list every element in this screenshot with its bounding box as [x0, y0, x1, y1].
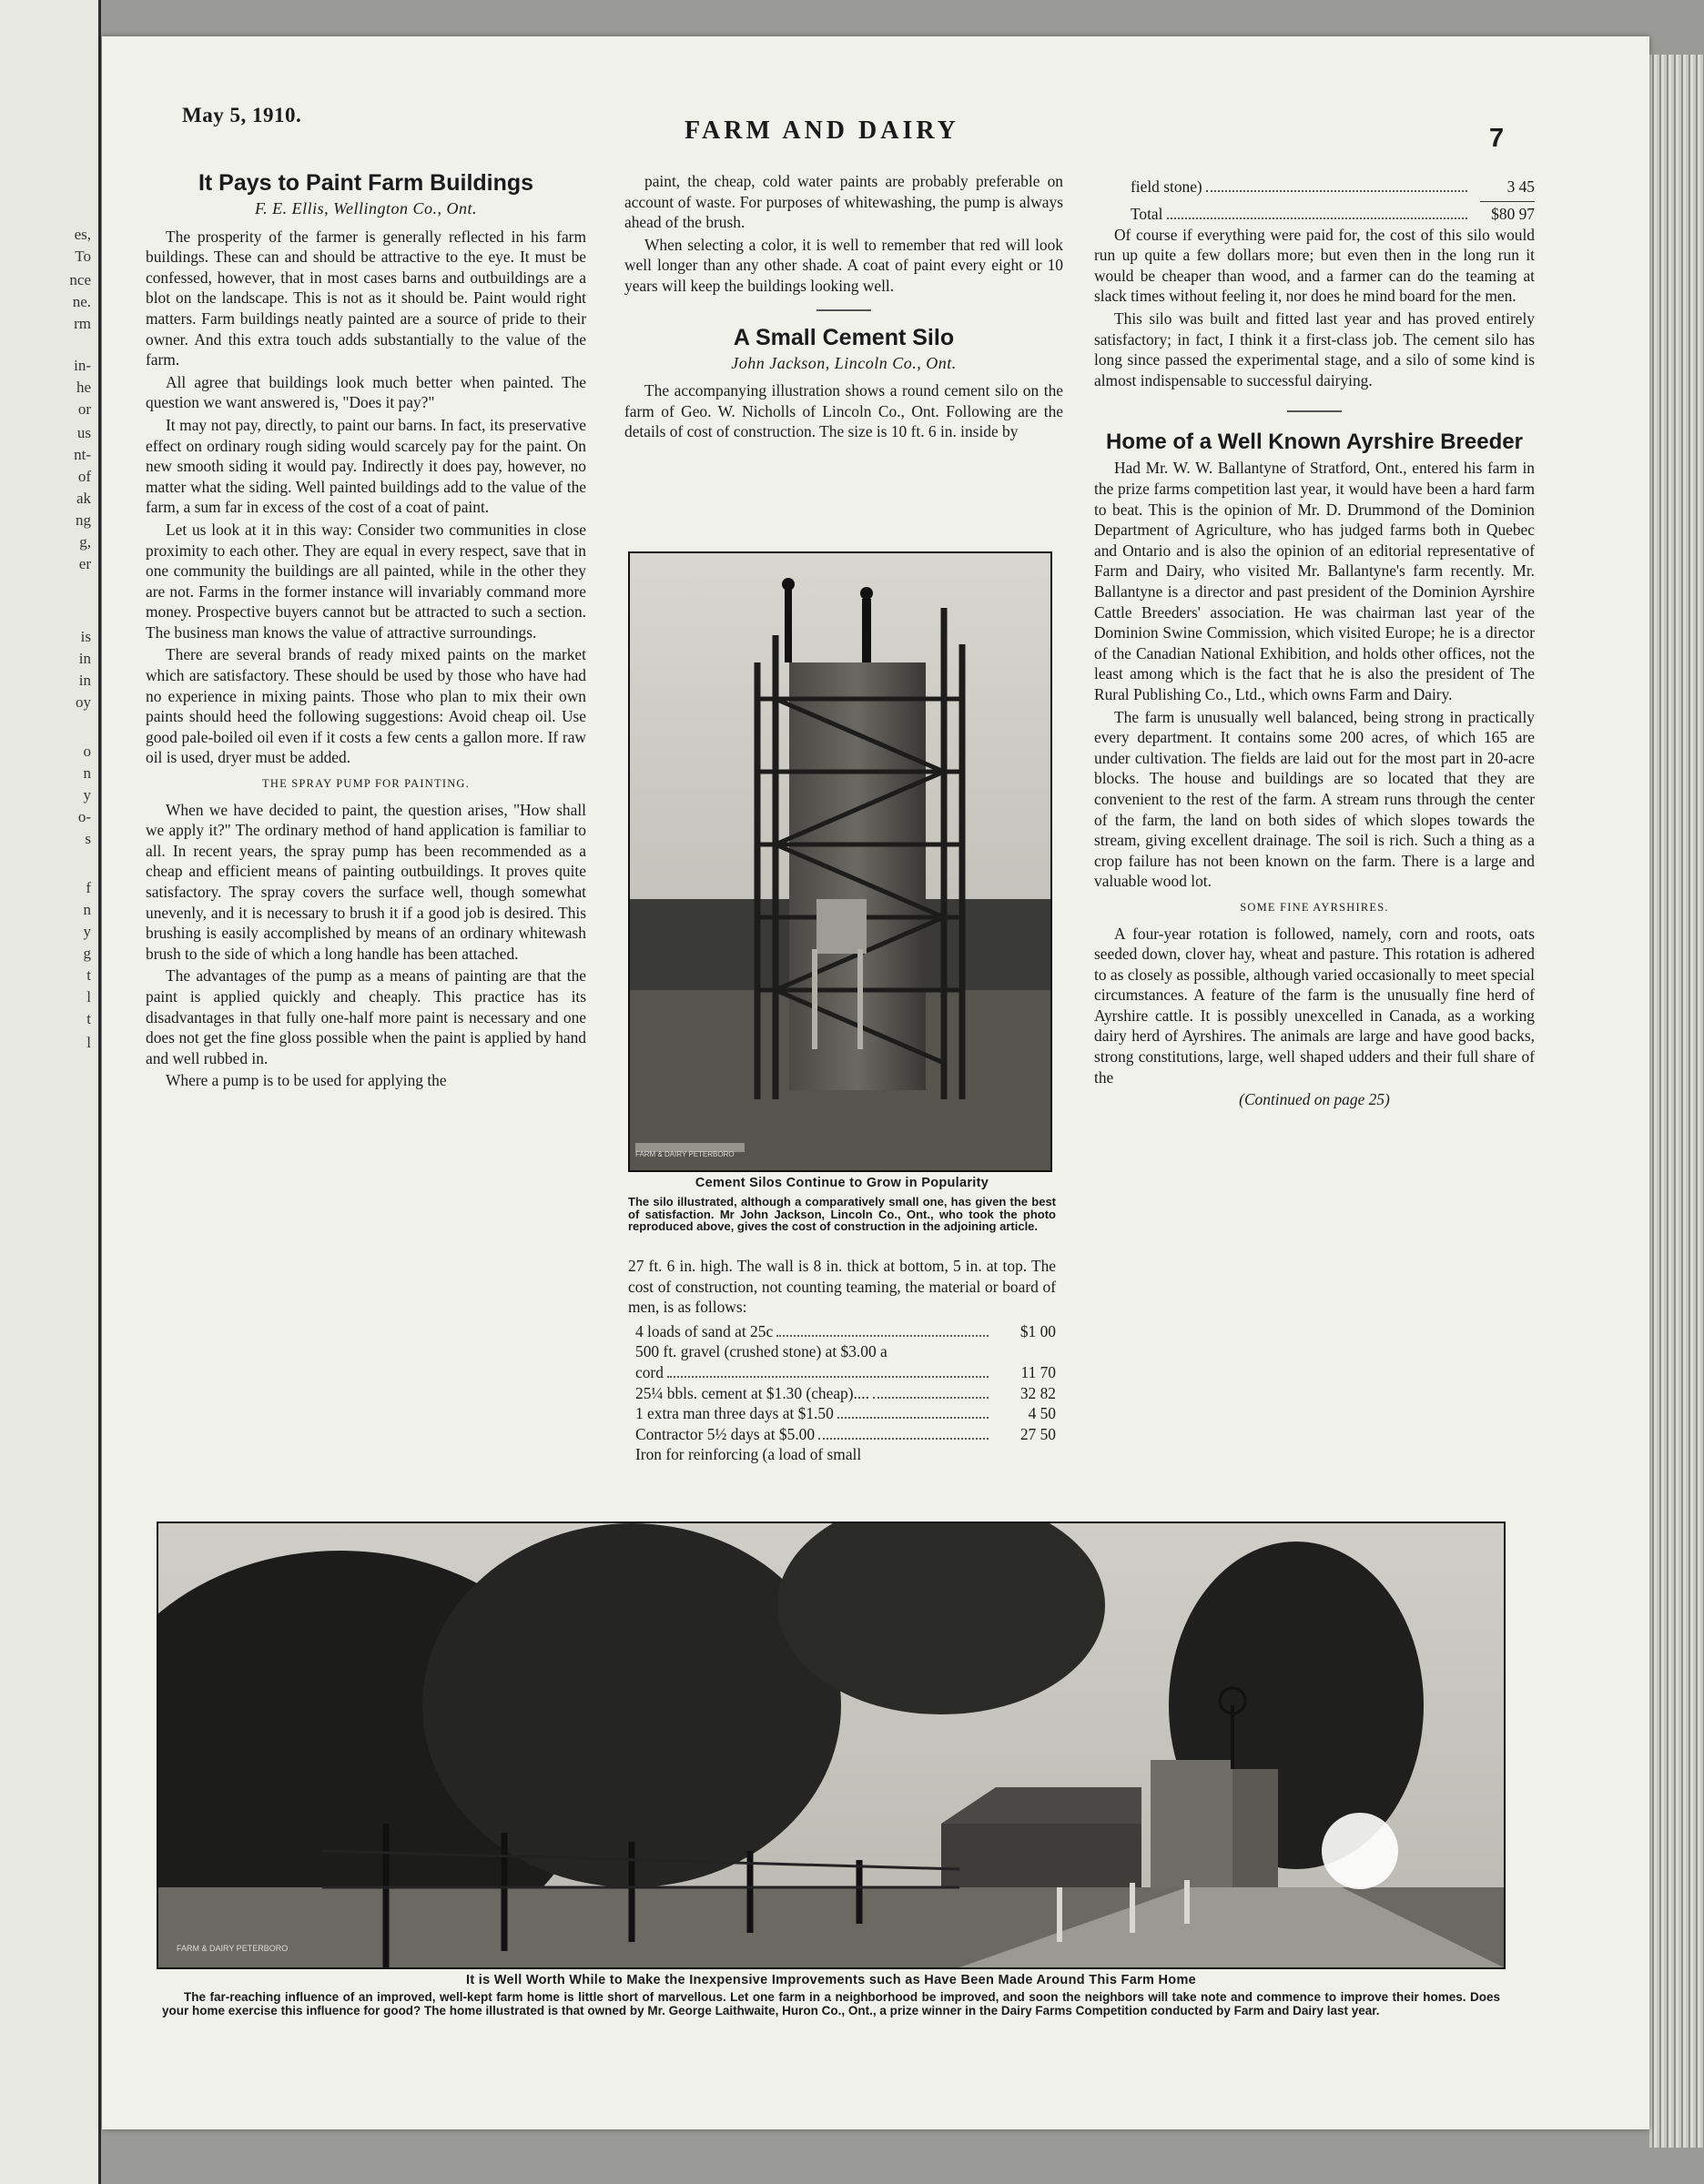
photo-credit: FARM & DAIRY PETERBORO: [635, 1150, 735, 1158]
farm-home-photo: [157, 1522, 1506, 1969]
cost-row: [628, 1403, 1056, 1424]
left-page-text-fragment: er: [78, 555, 91, 572]
cost-amount: $1 00: [1019, 1321, 1056, 1340]
silo-photo-image: [630, 553, 1050, 1170]
photo-caption-title: Cement Silos Continue to Grow in Popularity: [695, 1176, 989, 1190]
cost-table: [628, 1321, 1056, 1465]
divider: [816, 309, 871, 311]
cost-label: 25¼ bbls. cement at $1.30 (cheap)....: [635, 1383, 869, 1402]
cost-table-continued: [1094, 177, 1535, 197]
article-body: [1094, 458, 1535, 891]
cost-label: cord: [635, 1362, 664, 1381]
column-2: [624, 171, 1063, 444]
cost-amount: 3 45: [1506, 177, 1535, 196]
left-page-text-fragment: o: [83, 743, 91, 760]
article-paragraph: The prosperity of the farmer is generally reflected in his farm buildings. These can and should be attractive to the eye. It must be confessed, however, that in most cases barns and outbuildings are a blot on the landscape. This is not as it should be. Paint would right matters. Farm buildings neatly painted are a source of pride to their owner. And this extra touch adds substantially to the value of the farm.: [146, 227, 586, 369]
cost-label: Iron for reinforcing (a load of small: [635, 1445, 862, 1464]
left-page-text-fragment: rm: [74, 315, 91, 332]
cost-label: Contractor 5½ days at $5.00: [635, 1424, 816, 1443]
left-page-text-fragment: in: [78, 672, 91, 689]
cost-row: [628, 1362, 1056, 1383]
left-page-text-fragment: ng: [76, 511, 91, 529]
article-paragraph: Had Mr. W. W. Ballantyne of Stratford, Ont., entered his farm in the prize farms competition last year, it would have been a hard farm to beat. This is the opinion of Mr. D. Drummond of the Dominion Department of Agriculture, who has judged farms both in Quebec and Ontario and is also the opinion of an editorial representative of Farm and Dairy, who visited Mr. Ballantyne's farm recently. Mr. Ballantyne is a director and past president of the Dominion Ayrshire Cattle Breeders' association. He was chairman last year of the Dominion Swine Commission, which visited Europe; he is a director of the Canadian National Exhibition, and holds other offices, not the least among which is the fact that he is also the president of The Rural Publishing Co., Ltd., which owns Farm and Dairy.: [1094, 459, 1535, 703]
article-paragraph: Of course if everything were paid for, the cost of this silo would run up quite a few dollars more; but even then in the long run it would be cheaper than wood, and a farmer can do the teaming at slack times without feeling it, nor does he mind board for the men.: [1094, 225, 1535, 306]
left-page-text-fragment: t: [86, 966, 91, 984]
article-body: [1094, 225, 1535, 391]
left-page-text-fragment: he: [76, 379, 91, 396]
left-page-text-fragment: es,: [74, 226, 91, 243]
photo-credit: FARM & DAIRY PETERBORO: [177, 1944, 289, 1953]
column-3: [1094, 177, 1535, 1110]
left-page-text-fragment: us: [76, 424, 91, 441]
sum-rule: [1480, 201, 1535, 203]
article-paragraph: When we have decided to paint, the question arises, "How shall we apply it?" The ordinary method of hand application is familiar to all. In recent years, the spray pump has been recommended as a cheap and efficient means of painting outbuildings. It proves quite satisfactory. The spray covers the surface well, though somewhat unevenly, and it is necessary to brush it if a good job is desired. This brushing is easily accomplished by means of an ordinary whitewash brush to the side of which a long handle has been attached.: [146, 800, 586, 963]
left-page-text-fragment: is: [80, 628, 91, 645]
left-page-text-fragment: oy: [76, 693, 91, 711]
left-page-edge: [0, 0, 101, 2184]
left-page-text-fragment: ne.: [72, 293, 91, 310]
left-page-text-fragment: g,: [79, 533, 91, 551]
left-page-text-fragment: in: [78, 650, 91, 667]
cost-row: [628, 1444, 1056, 1465]
article-paragraph: This silo was built and fitted last year and has proved entirely satisfactory; in fact, I think it a first-class job. The cement silo has long since passed the experimental stage, and a silo of some kind is almost indispensable to successful dairying.: [1094, 309, 1535, 389]
left-page-text-fragment: l: [86, 988, 91, 1006]
photo-caption-title: It is Well Worth While to Make the Inexpensive Improvements such as Have Been Made Around This Farm Home: [465, 1973, 1197, 1987]
article-paragraph: 27 ft. 6 in. high. The wall is 8 in. thick at bottom, 5 in. at top. The cost of construction, not counting teaming, the material or board of men, is as follows:: [628, 1257, 1056, 1317]
photo-caption: The far-reaching influence of an improved, well-kept farm home is little short of marvellous. Let one farm in a neighborhood be improved, and soon the neighbors will take note and commence to improve their homes. Does your home exercise this influence for good? The home illustrated is that owned by Mr. George Laithwaite, Huron Co., Ont., a prize winner in the Dairy Farms Competition conducted by Farm and Dairy last year.: [162, 1990, 1500, 2017]
article-byline: F. E. Ellis, Wellington Co., Ont.: [254, 199, 477, 217]
left-page-text-fragment: t: [86, 1010, 91, 1027]
cost-row: [1094, 177, 1535, 197]
cost-row: [628, 1341, 1056, 1362]
farm-home-caption: [162, 1973, 1500, 2017]
column-1: [146, 169, 586, 1093]
page-number: 7: [1489, 124, 1505, 153]
left-page-text-fragment: ak: [76, 490, 91, 507]
article-title: Home of a Well Known Ayrshire Breeder: [1106, 430, 1523, 455]
article-paragraph: Let us look at it in this way: Consider two communities in close proximity to each other. They are equal in every respect, save that in one community the buildings are all painted, while in the other they are not. Farms in the former instance will invariably command more money. Prospective buyers cannot but be attracted to such a section. The business man knows the value of attractive surroundings.: [146, 520, 586, 642]
left-page-text-fragment: of: [77, 468, 91, 485]
divider: [1287, 410, 1342, 412]
article-body: [146, 227, 586, 768]
article-paragraph: All agree that buildings look much better when painted. The question we want answered is, "Does it pay?": [146, 372, 586, 412]
article-subhead: SOME FINE AYRSHIRES.: [1240, 900, 1389, 914]
article-paragraph: There are several brands of ready mixed paints on the market which are satisfactory. These should be used by those who have had no experience in mixing paints. Those who plan to mix their own paints should heed the following suggestions: Avoid cheap oil. Use good pale-boiled oil even if it costs a few cents a gallon more. If raw oil is used, dryer must be added.: [146, 645, 586, 767]
cost-amount: 4 50: [1028, 1404, 1056, 1423]
left-page-text-fragment: o-: [77, 808, 91, 825]
left-page-text-fragment: nce: [69, 271, 91, 288]
left-page-text-fragment: n: [83, 764, 91, 782]
article-title: It Pays to Paint Farm Buildings: [198, 170, 534, 196]
newspaper-page: [102, 36, 1649, 2129]
cost-amount: 11 70: [1020, 1362, 1056, 1381]
article-paragraph: When selecting a color, it is well to remember that red will look well longer than any other shade. A coat of paint every eight or 10 years will keep the buildings looking well.: [624, 235, 1063, 295]
left-page-text-fragment: nt-: [74, 446, 91, 463]
cost-label: 4 loads of sand at 25c: [635, 1321, 774, 1340]
article-title: A Small Cement Silo: [733, 324, 955, 350]
article-paragraph: paint, the cheap, cold water paints are probably preferable on account of waste. For purposes of whitewashing, the pump is always ahead of the brush.: [624, 172, 1063, 232]
issue-date: May 5, 1910.: [182, 104, 302, 126]
left-page-text-fragment: or: [77, 400, 91, 418]
left-page-text-fragment: y: [83, 786, 91, 804]
cost-label: 1 extra man three days at $1.50: [635, 1404, 834, 1423]
farm-home-photo-image: [158, 1523, 1504, 1967]
left-page-text-fragment: s: [85, 830, 91, 847]
cost-row: [628, 1383, 1056, 1404]
cost-row: [628, 1321, 1056, 1342]
photo-caption: The silo illustrated, although a comparatively small one, has given the best of satisfaction. Mr John Jackson, Lincoln Co., Ont., who took the photo reproduced above, gives the cost of construction in the adjoining article.: [628, 1195, 1056, 1233]
article-paragraph: The farm is unusually well balanced, being strong in practically every department. It contains some 200 acres, of which 165 are under cultivation. The fields are laid out for the most part in 20-acre blocks. The house and buildings are so located that they are convenient to the rest of the farm. A stream runs through the center of the farm, the land on both sides of which slopes towards the stream, giving excellent drainage. The soil is rich. Such a thing as a crop failure has not been known on the farm. There is a large and valuable wood lot.: [1094, 707, 1535, 891]
left-page-text-fragment: f: [86, 879, 91, 896]
article-paragraph: The advantages of the pump as a means of painting are that the paint is applied quickly and cheaply. This practice has its disadvantages in that fully one-half more paint is necessary and one does not get the fine gloss possible when the paint is applied by hand and well rubbed in.: [146, 966, 586, 1067]
article-body: [146, 800, 586, 1091]
cost-amount: 32 82: [1019, 1383, 1056, 1402]
silo-caption: [628, 1176, 1056, 1233]
left-page-text-fragment: g: [83, 945, 91, 962]
continued-note: (Continued on page 25): [1239, 1090, 1390, 1109]
page-stack-edge: [1649, 55, 1704, 2148]
cost-row: [628, 1424, 1056, 1445]
article-paragraph: A four-year rotation is followed, namely, corn and roots, oats seeded down, clover hay, wheat and pasture. This rotation is adhered to as closely as possible, although varied occasionally to meet special circumstances. A feature of the farm is the unusually fine herd of Ayrshire cattle. It is possibly unexcelled in Canada, as a working dairy herd of Ayrshires. The animals are large and have good backs, strong constitutions, large, well shaped udders and their full share of the: [1094, 924, 1535, 1087]
article-subhead: THE SPRAY PUMP FOR PAINTING.: [262, 777, 470, 791]
article-paragraph: Where a pump is to be used for applying the: [166, 1071, 447, 1090]
left-page-text-fragment: l: [86, 1034, 91, 1051]
masthead: FARM AND DAIRY: [685, 116, 959, 145]
cost-total-row: [1094, 204, 1535, 225]
left-page-text-fragment: n: [83, 901, 91, 918]
column-2-continued: [628, 1256, 1056, 1465]
article-paragraph: The accompanying illustration shows a round cement silo on the farm of Geo. W. Nicholls of Lincoln Co., Ont. Following are the details of cost of construction. The size is 10 ft. 6 in. inside by: [624, 381, 1063, 441]
article-byline: John Jackson, Lincoln Co., Ont.: [731, 353, 957, 372]
cost-amount: 27 50: [1019, 1424, 1056, 1443]
cost-total-amount: $80 97: [1491, 205, 1535, 224]
left-page-text-fragment: To: [75, 248, 91, 265]
cost-total-label: Total: [1131, 205, 1163, 224]
left-page-text-fragment: y: [83, 923, 91, 940]
left-page-text-fragment: in-: [74, 357, 91, 374]
cost-label: field stone): [1131, 177, 1202, 196]
article-body: [624, 171, 1063, 297]
article-body: [1094, 924, 1535, 1088]
cost-label: 500 ft. gravel (crushed stone) at $3.00 a: [635, 1342, 888, 1361]
silo-photo: [628, 551, 1052, 1172]
article-paragraph: It may not pay, directly, to paint our barns. In fact, its preservative effect on ordinary rough siding would scarcely pay for the paint. On new smooth siding it would pay. Indirectly it does pay, however, no matter what the siding. Well painted buildings add to the value of the farm, a sum far in excess of the cost of a coat of paint.: [146, 415, 586, 517]
